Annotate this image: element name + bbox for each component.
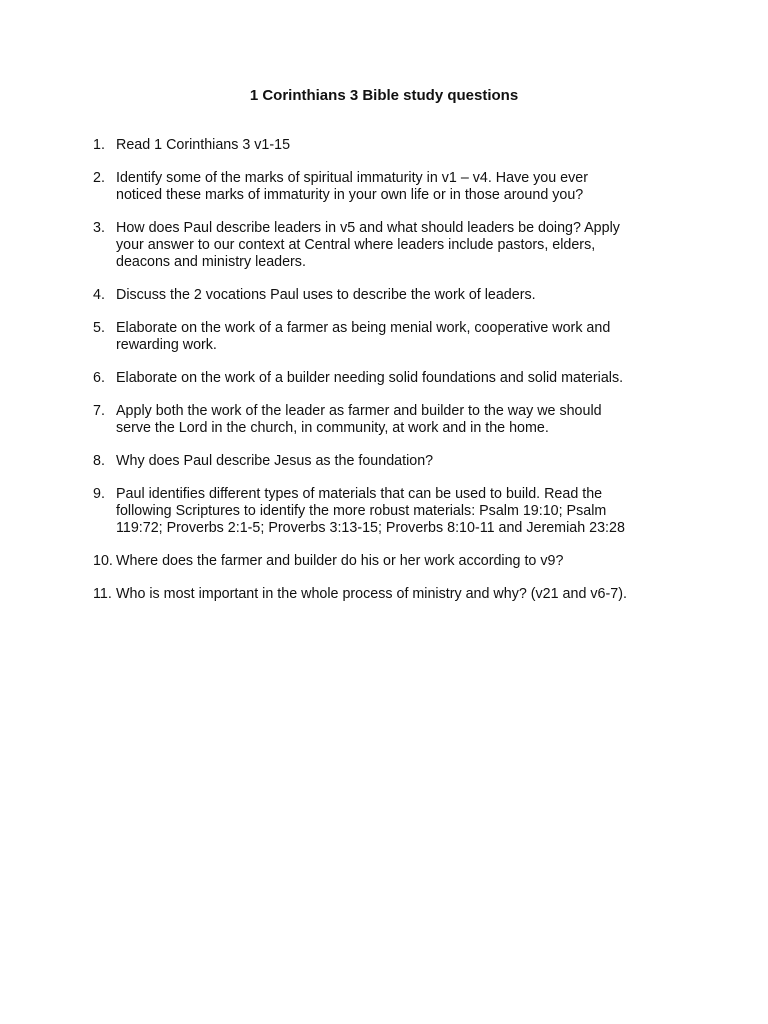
question-text-line: Where does the farmer and builder do his or her work according to v9? <box>116 553 564 569</box>
question-number: 11. <box>93 586 112 602</box>
question-item <box>93 170 693 204</box>
question-item <box>93 453 693 470</box>
question-number: 3. <box>93 220 105 236</box>
question-text-line: Elaborate on the work of a builder needing solid foundations and solid materials. <box>116 370 624 386</box>
question-item <box>93 137 693 154</box>
question-text-line: Elaborate on the work of a farmer as being menial work, cooperative work and <box>116 320 611 336</box>
question-number: 6. <box>93 370 105 386</box>
question-list <box>93 137 693 619</box>
question-text-line: noticed these marks of immaturity in your own life or in those around you? <box>116 187 584 203</box>
question-text-line: Read 1 Corinthians 3 v1-15 <box>116 137 291 153</box>
question-number: 7. <box>93 403 105 419</box>
document-title: 1 Corinthians 3 Bible study questions <box>249 87 519 104</box>
question-text-line: following Scriptures to identify the more robust materials: Psalm 19:10; Psalm <box>116 503 607 519</box>
question-text-line: 119:72; Proverbs 2:1-5; Proverbs 3:13-15; Proverbs 8:10-11 and Jeremiah 23:28 <box>116 520 625 536</box>
question-item <box>93 220 693 271</box>
question-text-line: serve the Lord in the church, in community, at work and in the home. <box>116 420 549 436</box>
question-number: 9. <box>93 486 105 502</box>
question-text-line: Discuss the 2 vocations Paul uses to describe the work of leaders. <box>116 287 536 303</box>
question-text-line: Why does Paul describe Jesus as the foundation? <box>116 453 434 469</box>
question-text-line: Apply both the work of the leader as farmer and builder to the way we should <box>116 403 602 419</box>
question-number: 8. <box>93 453 105 469</box>
question-item <box>93 553 693 570</box>
question-item <box>93 287 693 304</box>
question-text-line: deacons and ministry leaders. <box>116 254 306 270</box>
question-text-line: your answer to our context at Central where leaders include pastors, elders, <box>116 237 596 253</box>
question-item <box>93 486 693 537</box>
question-item <box>93 403 693 437</box>
question-text-line: rewarding work. <box>116 337 217 353</box>
question-item <box>93 320 693 354</box>
question-item <box>93 586 693 603</box>
question-text-line: Identify some of the marks of spiritual immaturity in v1 – v4. Have you ever <box>116 170 588 186</box>
question-item <box>93 370 693 387</box>
question-text-line: Who is most important in the whole process of ministry and why? (v21 and v6-7). <box>116 586 627 602</box>
question-number: 1. <box>93 137 105 153</box>
question-number: 4. <box>93 287 105 303</box>
question-number: 10. <box>93 553 113 569</box>
question-number: 2. <box>93 170 105 186</box>
question-text-line: Paul identifies different types of materials that can be used to build. Read the <box>116 486 603 502</box>
question-number: 5. <box>93 320 105 336</box>
question-text-line: How does Paul describe leaders in v5 and what should leaders be doing? Apply <box>116 220 620 236</box>
